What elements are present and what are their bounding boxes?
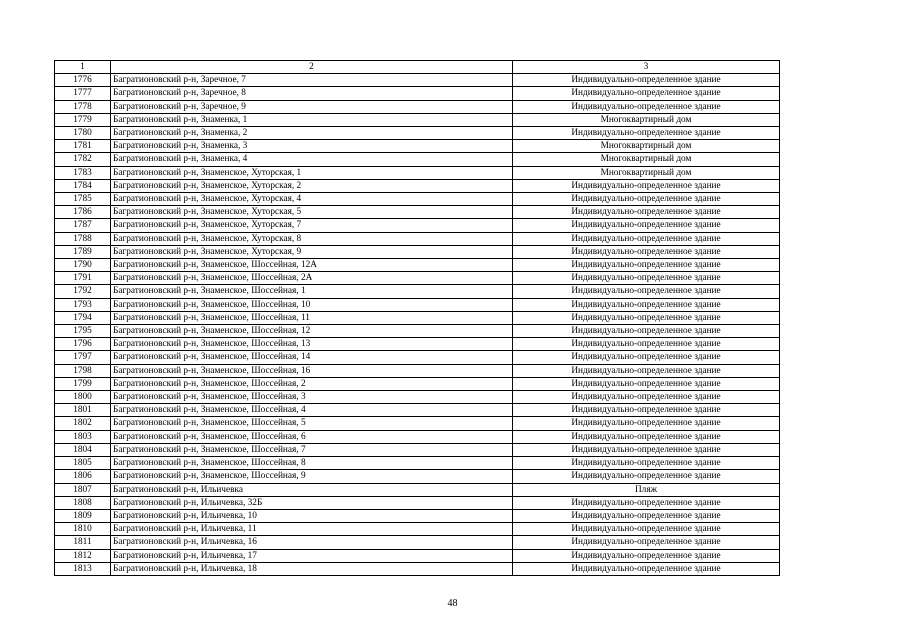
row-number: 1801 [55,404,111,417]
table-row [55,285,780,298]
row-address: Багратионовский р-н, Знаменское, Шоссейная, 2А [111,272,513,285]
row-address: Багратионовский р-н, Знаменское, Хуторская, 5 [111,206,513,219]
row-object-type: Индивидуально-определенное здание [513,259,780,272]
row-address: Багратионовский р-н, Заречное, 9 [111,100,513,113]
table-row [55,536,780,549]
row-number: 1795 [55,325,111,338]
table-row [55,391,780,404]
table-row [55,523,780,536]
row-number: 1788 [55,232,111,245]
row-object-type: Индивидуально-определенное здание [513,245,780,258]
row-number: 1804 [55,443,111,456]
row-object-type: Индивидуально-определенное здание [513,377,780,390]
row-address: Багратионовский р-н, Знаменское, Хуторская, 4 [111,193,513,206]
row-address: Багратионовский р-н, Знаменка, 2 [111,127,513,140]
row-number: 1796 [55,338,111,351]
row-object-type: Индивидуально-определенное здание [513,443,780,456]
row-number: 1793 [55,298,111,311]
row-object-type: Индивидуально-определенное здание [513,232,780,245]
table-row [55,364,780,377]
table-row [55,496,780,509]
row-address: Багратионовский р-н, Знаменское, Шоссейная, 4 [111,404,513,417]
row-address: Багратионовский р-н, Знаменское, Шоссейная, 9 [111,470,513,483]
table-row [55,166,780,179]
table-row [55,127,780,140]
row-object-type: Индивидуально-определенное здание [513,338,780,351]
table-row [55,87,780,100]
row-object-type: Индивидуально-определенное здание [513,179,780,192]
row-number: 1809 [55,509,111,522]
row-object-type: Пляж [513,483,780,496]
row-number: 1777 [55,87,111,100]
row-number: 1808 [55,496,111,509]
row-number: 1794 [55,311,111,324]
row-number: 1799 [55,377,111,390]
row-number: 1779 [55,113,111,126]
row-address: Багратионовский р-н, Знаменское, Хуторская, 2 [111,179,513,192]
table-row [55,272,780,285]
table-row [55,245,780,258]
row-address: Багратионовский р-н, Знаменское, Шоссейная, 8 [111,457,513,470]
row-address: Багратионовский р-н, Знаменка, 3 [111,140,513,153]
table-row [55,404,780,417]
row-object-type: Индивидуально-определенное здание [513,509,780,522]
row-address: Багратионовский р-н, Знаменское, Хуторская, 7 [111,219,513,232]
column-header-2: 2 [111,61,513,74]
row-object-type: Индивидуально-определенное здание [513,100,780,113]
row-object-type: Индивидуально-определенное здание [513,311,780,324]
table-row [55,338,780,351]
row-address: Багратионовский р-н, Знаменка, 1 [111,113,513,126]
table-header-row [55,61,780,74]
row-object-type: Индивидуально-определенное здание [513,391,780,404]
table-row [55,562,780,575]
row-object-type: Индивидуально-определенное здание [513,206,780,219]
row-object-type: Индивидуально-определенное здание [513,219,780,232]
row-object-type: Индивидуально-определенное здание [513,272,780,285]
row-number: 1791 [55,272,111,285]
row-address: Багратионовский р-н, Знаменское, Хуторская, 9 [111,245,513,258]
row-object-type: Многоквартирный дом [513,153,780,166]
row-address: Багратионовский р-н, Знаменское, Хуторская, 8 [111,232,513,245]
table-row [55,179,780,192]
row-object-type: Индивидуально-определенное здание [513,127,780,140]
column-header-1: 1 [55,61,111,74]
row-number: 1802 [55,417,111,430]
table-row [55,325,780,338]
row-object-type: Индивидуально-определенное здание [513,285,780,298]
row-object-type: Индивидуально-определенное здание [513,74,780,87]
row-address: Багратионовский р-н, Знаменское, Шоссейная, 12А [111,259,513,272]
property-table [54,60,780,576]
row-address: Багратионовский р-н, Знаменское, Шоссейная, 3 [111,391,513,404]
row-address: Багратионовский р-н, Знаменское, Шоссейная, 1 [111,285,513,298]
table-row [55,206,780,219]
table-row [55,549,780,562]
row-address: Багратионовский р-н, Ильичевка, 17 [111,549,513,562]
row-address: Багратионовский р-н, Ильичевка, 18 [111,562,513,575]
row-number: 1813 [55,562,111,575]
table-row [55,443,780,456]
row-address: Багратионовский р-н, Знаменское, Шоссейная, 7 [111,443,513,456]
row-address: Багратионовский р-н, Знаменское, Шоссейная, 13 [111,338,513,351]
row-object-type: Индивидуально-определенное здание [513,404,780,417]
row-number: 1806 [55,470,111,483]
row-object-type: Многоквартирный дом [513,113,780,126]
table-row [55,483,780,496]
row-number: 1810 [55,523,111,536]
row-number: 1783 [55,166,111,179]
table-row [55,140,780,153]
row-address: Багратионовский р-н, Заречное, 7 [111,74,513,87]
row-number: 1805 [55,457,111,470]
row-object-type: Индивидуально-определенное здание [513,87,780,100]
row-object-type: Индивидуально-определенное здание [513,193,780,206]
table-row [55,351,780,364]
table-row [55,311,780,324]
table-row [55,193,780,206]
table-row [55,153,780,166]
row-address: Багратионовский р-н, Ильичевка, 10 [111,509,513,522]
table-row [55,509,780,522]
row-number: 1790 [55,259,111,272]
row-address: Багратионовский р-н, Знаменское, Шоссейная, 14 [111,351,513,364]
row-number: 1800 [55,391,111,404]
row-address: Багратионовский р-н, Знаменское, Хуторская, 1 [111,166,513,179]
row-address: Багратионовский р-н, Знаменское, Шоссейная, 11 [111,311,513,324]
row-object-type: Индивидуально-определенное здание [513,430,780,443]
row-number: 1785 [55,193,111,206]
row-object-type: Индивидуально-определенное здание [513,351,780,364]
row-address: Багратионовский р-н, Ильичевка [111,483,513,496]
row-object-type: Индивидуально-определенное здание [513,496,780,509]
row-number: 1789 [55,245,111,258]
row-number: 1797 [55,351,111,364]
row-object-type: Многоквартирный дом [513,166,780,179]
row-address: Багратионовский р-н, Знаменское, Шоссейная, 12 [111,325,513,338]
table-row [55,113,780,126]
table-row [55,430,780,443]
row-object-type: Индивидуально-определенное здание [513,536,780,549]
row-object-type: Индивидуально-определенное здание [513,325,780,338]
row-address: Багратионовский р-н, Знаменское, Шоссейная, 10 [111,298,513,311]
table-row [55,298,780,311]
row-address: Багратионовский р-н, Знаменское, Шоссейная, 6 [111,430,513,443]
row-number: 1798 [55,364,111,377]
row-object-type: Индивидуально-определенное здание [513,457,780,470]
column-header-3: 3 [513,61,780,74]
row-object-type: Индивидуально-определенное здание [513,470,780,483]
table-row [55,100,780,113]
table-row [55,219,780,232]
table-row [55,74,780,87]
row-address: Багратионовский р-н, Знаменка, 4 [111,153,513,166]
row-address: Багратионовский р-н, Ильичевка, 32Б [111,496,513,509]
row-address: Багратионовский р-н, Знаменское, Шоссейная, 2 [111,377,513,390]
table-row [55,259,780,272]
row-object-type: Индивидуально-определенное здание [513,523,780,536]
row-address: Багратионовский р-н, Заречное, 8 [111,87,513,100]
row-object-type: Индивидуально-определенное здание [513,417,780,430]
row-object-type: Индивидуально-определенное здание [513,364,780,377]
table-row [55,470,780,483]
row-number: 1811 [55,536,111,549]
row-address: Багратионовский р-н, Знаменское, Шоссейная, 16 [111,364,513,377]
row-number: 1780 [55,127,111,140]
table-row [55,457,780,470]
row-number: 1807 [55,483,111,496]
row-object-type: Многоквартирный дом [513,140,780,153]
row-object-type: Индивидуально-определенное здание [513,298,780,311]
row-number: 1776 [55,74,111,87]
page-number: 48 [447,598,458,609]
row-object-type: Индивидуально-определенное здание [513,562,780,575]
row-address: Багратионовский р-н, Знаменское, Шоссейная, 5 [111,417,513,430]
row-number: 1778 [55,100,111,113]
row-number: 1782 [55,153,111,166]
row-number: 1786 [55,206,111,219]
table-row [55,417,780,430]
row-object-type: Индивидуально-определенное здание [513,549,780,562]
row-number: 1812 [55,549,111,562]
table-row [55,232,780,245]
row-address: Багратионовский р-н, Ильичевка, 11 [111,523,513,536]
row-address: Багратионовский р-н, Ильичевка, 16 [111,536,513,549]
row-number: 1787 [55,219,111,232]
table-row [55,377,780,390]
row-number: 1792 [55,285,111,298]
row-number: 1784 [55,179,111,192]
row-number: 1803 [55,430,111,443]
row-number: 1781 [55,140,111,153]
